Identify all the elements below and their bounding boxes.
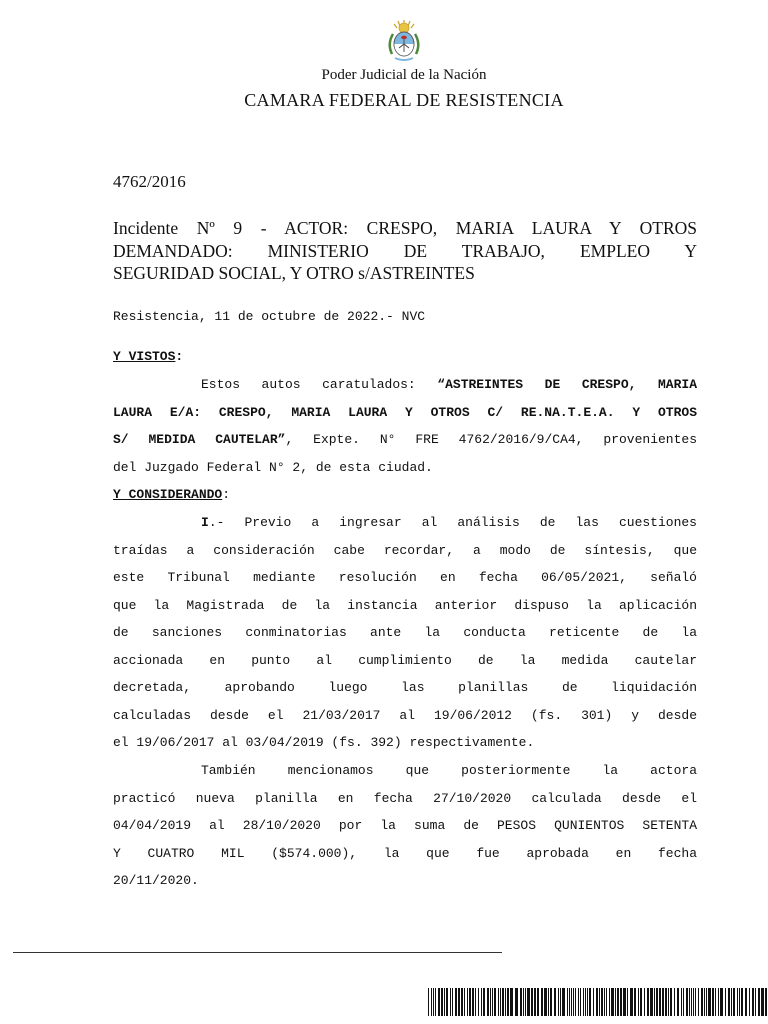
barcode-bar [689,988,690,1016]
section-heading-considerando [113,487,230,502]
barcode-bar [708,988,711,1016]
barcode-bar [695,988,696,1016]
barcode-bar [720,988,723,1016]
barcode-bar [701,988,703,1016]
barcode-bar [475,988,476,1016]
considerando-line-text: .- Previo a ingresar al análisis de las cuestiones [208,515,697,530]
barcode-bar [731,988,732,1016]
barcode-bar [761,988,764,1016]
barcode-bar [571,988,572,1016]
barcode-bar [686,988,688,1016]
barcode-bar [441,988,443,1016]
barcode-bar [733,988,735,1016]
barcode-bar [494,988,496,1016]
barcode-bar [554,988,556,1016]
considerando-line: También mencionamos que posteriormente la actora [201,763,697,778]
barcode-bar [438,988,440,1016]
considerando-paragraph-1 [113,509,697,757]
barcode-bar [615,988,616,1016]
barcode-bar [505,988,506,1016]
vistos-line [113,399,697,427]
barcode-bar [446,988,448,1016]
barcode-bar [469,988,471,1016]
barcode-bar [609,988,610,1016]
barcode-bar [670,988,672,1016]
barcode-bar [567,988,568,1016]
barcode-bar [444,988,445,1016]
barcode-bar [704,988,705,1016]
considerando-line: el 19/06/2017 al 03/04/2019 (fs. 392) respectivamente. [113,735,535,750]
barcode-bar [548,988,549,1016]
considerando-paragraph-2 [113,757,697,895]
barcode-bar [500,988,501,1016]
barcode-bar [580,988,581,1016]
considerando-line: decretada, aprobando luego las planillas de liquidación [113,680,697,695]
barcode-bar [765,988,767,1016]
barcode-bar [604,988,605,1016]
vistos-line [113,426,697,454]
barcode-bar [525,988,526,1016]
barcode-bar [718,988,719,1016]
barcode-bar [458,988,460,1016]
considerando-line: traídas a consideración cabe recordar, a modo de síntesis, que [113,542,697,558]
vistos-heading-suffix: : [175,349,184,364]
barcode-bar [481,988,482,1016]
case-number: 4762/2016 [113,172,186,191]
case-title-line: Incidente Nº 9 - ACTOR: CRESPO, MARIA LAURA Y OTROS [113,218,697,238]
barcode-bar [544,988,547,1016]
barcode-bar [617,988,619,1016]
barcode-bar [502,988,504,1016]
considerando-line: calculadas desde el 21/03/2017 al 19/06/2012 (fs. 301) y desde [113,707,697,723]
case-title-line: DEMANDADO: MINISTERIO DE TRABAJO, EMPLEO Y [113,240,697,261]
barcode-bar [606,988,607,1016]
coat-of-arms-icon [383,18,425,64]
barcode-bar [515,988,518,1016]
barcode-bar [464,988,465,1016]
considerando-heading-text: Y CONSIDERANDO [113,487,223,502]
dateline: Resistencia, 11 de octubre de 2022.- NVC [113,309,426,324]
barcode-bar [587,988,588,1016]
barcode-bar [583,988,584,1016]
barcode-bar [483,988,485,1016]
barcode-bar [596,988,598,1016]
barcode-bar [650,988,653,1016]
considerando-line: Y CUATRO MIL ($574.000), la que fue aprobada en fecha [113,845,697,861]
barcode-bar [683,988,684,1016]
barcode-bar [558,988,559,1016]
barcode-bar [450,988,451,1016]
barcode-bar [755,988,756,1016]
case-title-line: SEGURIDAD SOCIAL, Y OTRO s/ASTREINTES [113,263,475,283]
barcode-bar [498,988,499,1016]
barcode-bar [634,988,636,1016]
barcode-bar [492,988,493,1016]
barcode-bar [715,988,716,1016]
barcode-bar [739,988,740,1016]
barcode-bar [573,988,574,1016]
barcode-bar [725,988,726,1016]
barcode-bar [728,988,730,1016]
barcode-bar [698,988,699,1016]
barcode-bar [455,988,457,1016]
considerando-line: que la Magistrada de la instancia anterior dispuso la aplicación [113,597,697,613]
barcode-bar [593,988,594,1016]
barcode-bar [560,988,561,1016]
barcode-bar [659,988,661,1016]
barcode-bar [507,988,509,1016]
barcode-bar [523,988,524,1016]
barcode-bar [627,988,628,1016]
barcode-bar [681,988,682,1016]
barcode-bar [601,988,603,1016]
barcode-bar [611,988,614,1016]
vistos-line-text: Estos autos caratulados: [201,377,438,392]
barcode-bar [644,988,645,1016]
considerando-line: accionada en punto al cumplimiento de la medida cautelar [113,652,697,668]
vistos-line-bold: S/ MEDIDA CAUTELAR” [113,432,286,447]
considerando-line: 04/04/2019 al 28/10/2020 por la suma de PESOS QUNIENTOS SETENTA [113,818,697,833]
barcode-bar [531,988,533,1016]
barcode-bar [677,988,679,1016]
barcode-bar [712,988,714,1016]
barcode-bar [487,988,489,1016]
barcode-bar [640,988,642,1016]
barcode-bar [578,988,579,1016]
barcode-bar [461,988,463,1016]
vistos-line [113,371,697,399]
barcode-bar [452,988,453,1016]
barcode-bar [647,988,649,1016]
vistos-heading-text: Y VISTOS [113,349,176,364]
barcode-bar [527,988,530,1016]
barcode-bar [478,988,479,1016]
barcode-bar [550,988,552,1016]
barcode-icon [428,988,768,1016]
considerando-heading-suffix: : [222,487,231,502]
considerando-line: 20/11/2020. [113,873,199,888]
barcode-bar [623,988,626,1016]
considerando-line [113,509,697,537]
barcode-bar [575,988,576,1016]
barcode-bar [654,988,655,1016]
barcode-bar [433,988,434,1016]
barcode-bar [510,988,513,1016]
considerando-line: este Tribunal mediante resolución en fecha 06/05/2021, señaló [113,570,697,585]
vistos-line-text: , Expte. N° FRE 4762/2016/9/CA4, provenientes [285,432,697,447]
barcode-bar [467,988,468,1016]
barcode-bar [668,988,669,1016]
barcode-bar [691,988,692,1016]
barcode-bar [638,988,639,1016]
barcode-bar [472,988,474,1016]
barcode-bar [620,988,622,1016]
barcode-bar [537,988,539,1016]
barcode-bar [662,988,664,1016]
barcode-bar [428,988,429,1016]
barcode-bar [589,988,591,1016]
barcode-bar [665,988,667,1016]
section-numeral: I [201,515,209,530]
considerando-line: practicó nueva planilla en fecha 27/10/2020 calculada desde el [113,790,697,806]
barcode-bar [585,988,586,1016]
barcode-bar [569,988,570,1016]
barcode-bar [706,988,707,1016]
institution-name: Poder Judicial de la Nación [321,67,487,83]
footer-divider [13,952,502,953]
barcode-bar [745,988,747,1016]
section-heading-vistos [113,349,183,364]
vistos-line [113,454,697,482]
barcode-bar [752,988,754,1016]
court-name: CAMARA FEDERAL DE RESISTENCIA [244,90,564,110]
barcode-bar [737,988,738,1016]
barcode-bar [534,988,536,1016]
barcode-bar [562,988,565,1016]
barcode-bar [749,988,750,1016]
barcode-bar [674,988,675,1016]
barcode-bar [431,988,432,1016]
barcode-bar [599,988,600,1016]
barcode-bar [541,988,543,1016]
barcode-bar [520,988,522,1016]
vistos-line-text: del Juzgado Federal N° 2, de esta ciudad. [113,459,433,475]
barcode-bar [758,988,760,1016]
vistos-paragraph [113,371,697,481]
barcode-bar [741,988,743,1016]
barcode-bar [435,988,436,1016]
barcode-bar [490,988,491,1016]
barcode-bar [630,988,633,1016]
vistos-line-bold: “ASTREINTES DE CRESPO, MARIA [437,377,697,392]
considerando-line: de sanciones conminatorias ante la conducta reticente de la [113,625,697,640]
barcode-bar [693,988,694,1016]
vistos-line-bold: LAURA E/A: CRESPO, MARIA LAURA Y OTROS C/ RE.NA.T.E.A. Y OTROS [113,404,697,420]
case-title [113,217,697,285]
barcode-bar [656,988,658,1016]
